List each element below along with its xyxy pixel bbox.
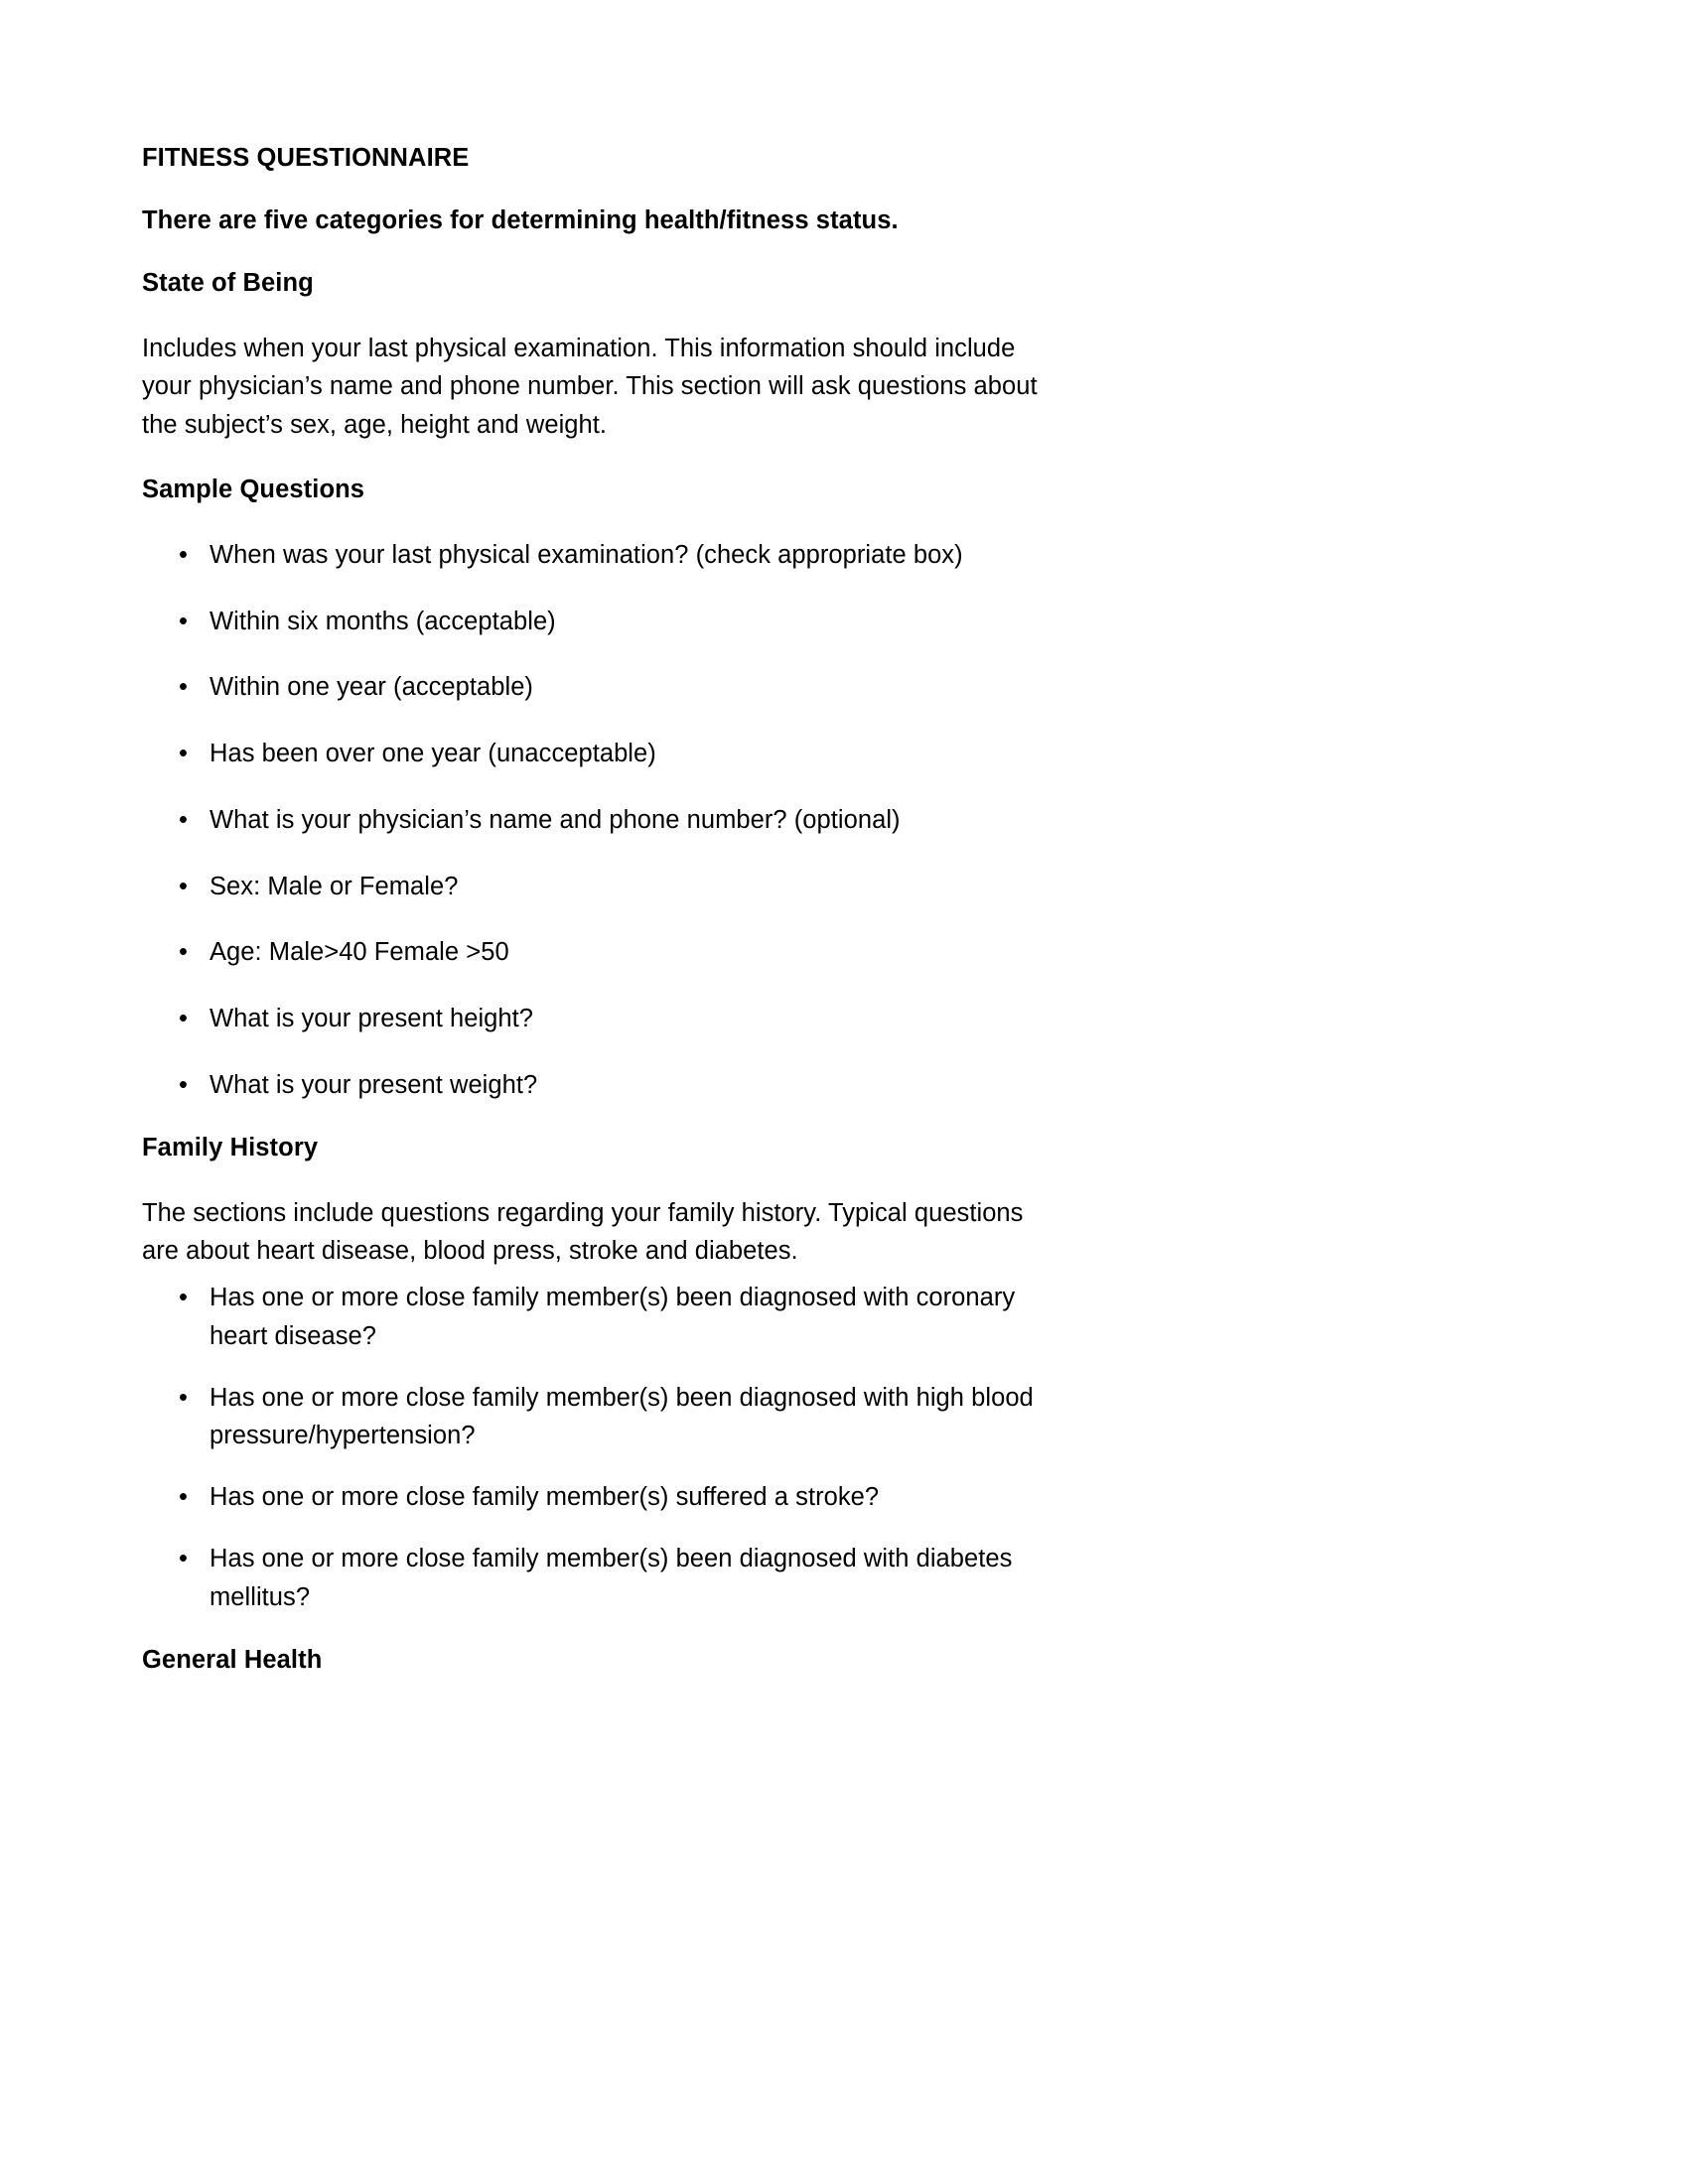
list-item (142, 1066, 1055, 1105)
subheading-sample-questions: Sample Questions (142, 475, 365, 503)
list-item (142, 735, 1055, 773)
bullet-icon: • (179, 607, 188, 635)
bullet-icon: • (179, 805, 188, 834)
document-body (142, 142, 1055, 1678)
list-item-text: What is your present height? (210, 1005, 533, 1033)
list-item (142, 1279, 1055, 1356)
section-heading-state-of-being: State of Being (142, 268, 314, 297)
list-item (142, 868, 1055, 906)
list-item-text: Has one or more close family member(s) been diagnosed with high blood pressure/hypertension? (210, 1383, 1034, 1450)
list-item-text: Within six months (acceptable) (210, 607, 556, 635)
list-item (142, 933, 1055, 972)
list-item-text: Has been over one year (unacceptable) (210, 740, 656, 768)
list-item (142, 668, 1055, 707)
list-item (142, 1379, 1055, 1456)
bullet-icon: • (179, 1544, 188, 1572)
intro-statement: There are five categories for determining health/fitness status. (142, 205, 899, 234)
list-item-text: Within one year (acceptable) (210, 673, 533, 702)
list-item-text: Has one or more close family member(s) been diagnosed with diabetes mellitus? (210, 1544, 1013, 1611)
bullet-icon: • (179, 740, 188, 768)
list-item-text: Has one or more close family member(s) suffered a stroke? (210, 1483, 880, 1512)
list-item-text: Age: Male>40 Female >50 (210, 938, 509, 967)
bullet-icon: • (179, 1005, 188, 1033)
list-item-text: What is your physician’s name and phone number? (optional) (210, 805, 901, 834)
section-paragraph-state-of-being: Includes when your last physical examination. This information should include your physician’s name and phone number. This section will ask questions about the subject’s sex, age, height and weight. (142, 334, 1038, 440)
list-item-text: What is your present weight? (210, 1070, 538, 1099)
bullet-icon: • (179, 1383, 188, 1412)
list-item (142, 1540, 1055, 1617)
list-item (142, 1478, 1055, 1517)
bullet-icon: • (179, 540, 188, 569)
bullet-icon: • (179, 938, 188, 967)
list-item-text: When was your last physical examination? (check appropriate box) (210, 540, 963, 569)
section-heading-general-health: General Health (142, 1646, 323, 1675)
bullet-icon: • (179, 1284, 188, 1312)
list-item-text: Has one or more close family member(s) been diagnosed with coronary heart disease? (210, 1284, 1016, 1350)
section-heading-family-history: Family History (142, 1133, 319, 1161)
list-item (142, 603, 1055, 641)
sample-questions-list (142, 536, 1055, 1105)
list-item (142, 1000, 1055, 1038)
bullet-icon: • (179, 1483, 188, 1512)
bullet-icon: • (179, 673, 188, 702)
bullet-icon: • (179, 872, 188, 900)
bullet-icon: • (179, 1070, 188, 1099)
list-item (142, 536, 1055, 575)
family-history-list (142, 1279, 1055, 1616)
list-item (142, 801, 1055, 840)
list-item-text: Sex: Male or Female? (210, 872, 459, 900)
section-paragraph-family-history: The sections include questions regarding your family history. Typical questions are about heart disease, blood press, stroke and diabetes. (142, 1198, 1024, 1266)
document-title: FITNESS QUESTIONNAIRE (142, 144, 470, 172)
